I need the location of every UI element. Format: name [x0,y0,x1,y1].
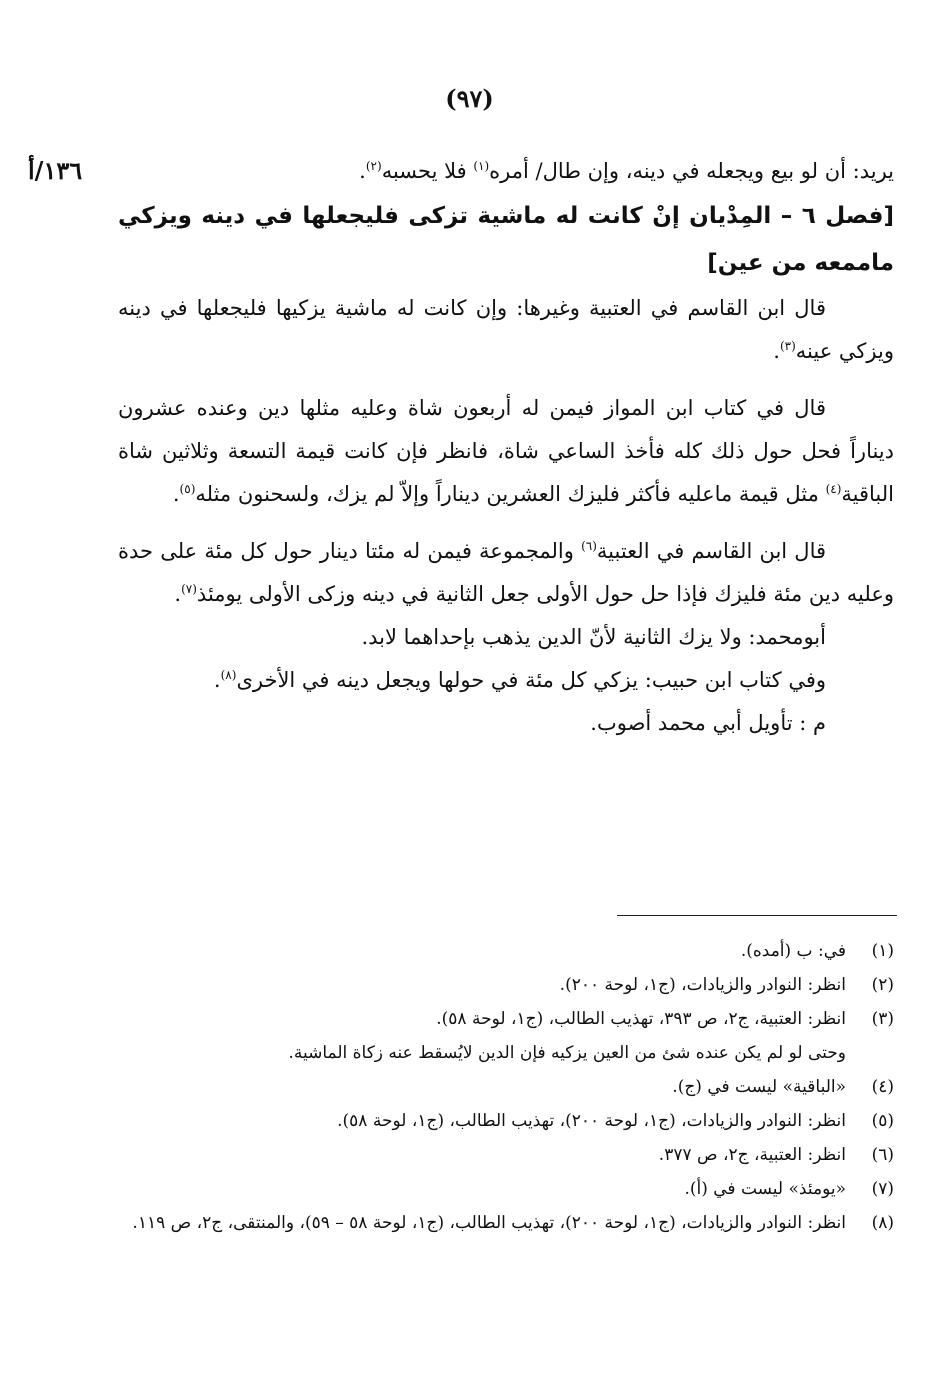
footnote-5: (٥) انظر: النوادر والزيادات، (ج١، لوحة ٢٠٠)، تهذيب الطالب، (ج١، لوحة ٥٨). [337,1111,894,1131]
footnotes [118,934,894,1240]
footnote-3: (٣) انظر: العتبية، ج٢، ص ٣٩٣، تهذيب الطالب، (ج١، لوحة ٥٨). [436,1009,894,1029]
footnote-separator [617,915,897,916]
paragraph-3: قال ابن القاسم في العتبية$^{(٦)}$ والمجموعة فيمن له مئتا دينار حول كل مئة على حدة وعليه دين مئة فليزك فإذا حل حول الأولى جعل الثانية في دينه وزكى الأولى يومئذ$^{(٧)}$. [118,539,894,606]
footnote-ref-5[interactable]: (٥) [179,482,196,496]
footnote-ref-3[interactable]: (٣) [779,339,796,353]
footnote-ref-1[interactable]: (١) [473,159,490,173]
footnote-ref-6[interactable]: (٦) [581,539,597,553]
paragraph-1: قال ابن القاسم في العتبية وغيرها: وإن كانت له ماشية يزكيها فليجعلها في دينه ويزكي عينه$^{(٣)}$. [118,296,894,363]
footnote-8: (٨) انظر: النوادر والزيادات، (ج١، لوحة ٢٠٠)، تهذيب الطالب، (ج١، لوحة ٥٨ – ٥٩)، والمنتقى، ج٢، ص ١١٩. [132,1213,894,1233]
paragraph-0: يريد: أن لو بيع ويجعله في دينه، وإن طال/ أمره$^{(١)}$ فلا يحسبه$^{(٢)}$. [359,159,894,183]
footnote-4: (٤) «الباقية» ليست في (ج). [672,1077,894,1097]
main-text [118,150,894,745]
paragraph-6: م : تأويل أبي محمد أصوب. [590,711,826,735]
paragraph-5: وفي كتاب ابن حبيب: يزكي كل مئة في حولها ويجعل دينه في الأخرى$^{(٨)}$. [213,668,826,692]
page-number: (٩٧) [445,84,494,113]
footnote-1: (١) في: ب (أمده). [740,941,894,961]
manuscript-folio-reference: ١٣٦/أ [28,156,83,185]
footnote-3-continuation: وحتى لو لم يكن عنده شئ من العين يزكيه فإن الدين لايُسقط عنه زكاة الماشية. [288,1043,846,1063]
paragraph-2: قال في كتاب ابن المواز فيمن له أربعون شاة وعليه مثلها دين وعنده عشرون ديناراً فحل حول ذلك كله فأخذ الساعي شاة، فانظر فإن كانت قيمة التسعة وثلاثين شاة الباقية$^{(٤)}$ مثل قيمة ماعليه فأكثر فليزك العشرين ديناراً وإلاّ لم يزك، ولسحنون مثله$^{(٥)}$. [118,396,894,506]
footnote-2: (٢) انظر: النوادر والزيادات، (ج١، لوحة ٢٠٠). [559,975,894,995]
footnote-ref-8[interactable]: (٨) [220,668,237,682]
section-heading: [فصل ٦ – المِدْيان إنْ كانت له ماشية تزكى فليجعلها في دينه ويزكي ماممعه من عين] [118,203,894,276]
footnote-ref-7[interactable]: (٧) [181,582,197,596]
footnote-ref-2[interactable]: (٢) [365,159,382,173]
footnote-ref-4[interactable]: (٤) [825,482,842,496]
footnote-7: (٧) «يومئذ» ليست في (أ). [684,1179,894,1199]
footnote-6: (٦) انظر: العتبية، ج٢، ص ٣٧٧. [658,1145,894,1165]
paragraph-4: أبومحمد: ولا يزك الثانية لأنّ الدين يذهب بإحداهما لابد. [361,625,826,649]
